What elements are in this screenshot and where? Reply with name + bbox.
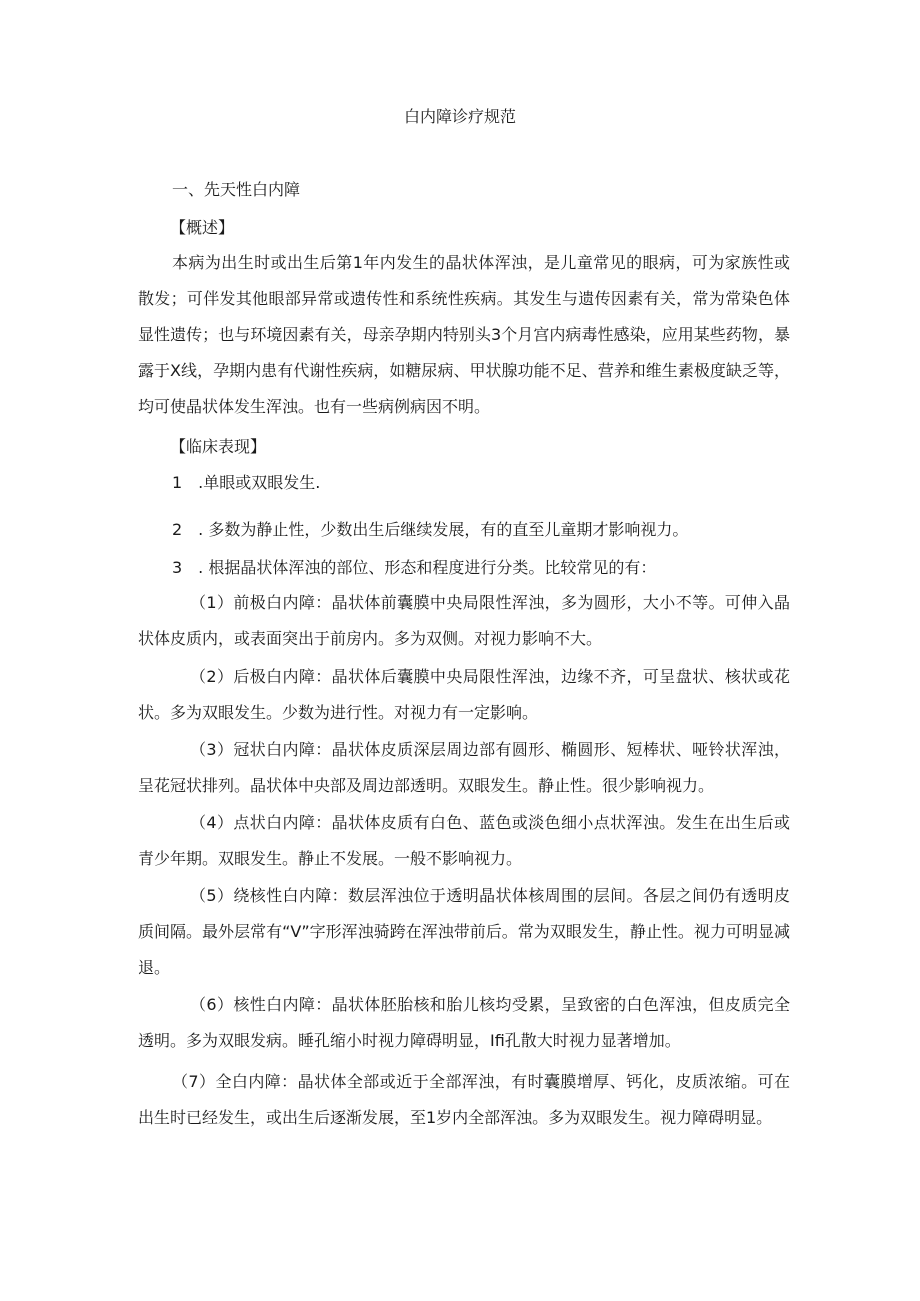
- subtype-coronary: （3）冠状白内障：晶状体皮质深层周边部有圆形、椭圆形、短棒状、哑铃状浑浊，呈花冠状排列。晶状体中央部及周边部透明。双眼发生。静止性。很少影响视力。: [138, 740, 790, 795]
- list-item-1: 1 .单眼或双眼发生.: [172, 473, 321, 492]
- subtype-posterior-polar: （2）后极白内障：晶状体后囊膜中央局限性浑浊，边缘不齐，可呈盘状、核状或花状。多为双眼发生。少数为进行性。对视力有一定影响。: [138, 667, 790, 722]
- overview-heading: 【概述】: [170, 218, 235, 237]
- subtype-total: （7）全白内障：晶状体全部或近于全部浑浊，有时囊膜增厚、钙化，皮质浓缩。可在出生时已经发生，或出生后逐渐发展，至1岁内全部浑浊。多为双眼发生。视力障碍明显。: [138, 1072, 790, 1127]
- section-heading: 一、先天性白内障: [172, 180, 301, 199]
- subtype-anterior-polar: （1）前极白内障：晶状体前囊膜中央局限性浑浊，多为圆形，大小不等。可伸入晶状体皮质内，或表面突出于前房内。多为双侧。对视力影响不大。: [138, 593, 790, 648]
- subtype-punctate: （4）点状白内障：晶状体皮质有白色、蓝色或淡色细小点状浑浊。发生在出生后或青少年期。双眼发生。静止不发展。一般不影响视力。: [138, 813, 790, 868]
- list-item-2: 2 . 多数为静止性，少数出生后继续发展，有的直至儿童期才影响视力。: [172, 520, 689, 539]
- list-item-3: 3 . 根据晶状体浑浊的部位、形态和程度进行分类。比较常见的有：: [172, 558, 657, 577]
- subtype-nuclear: （6）核性白内障：晶状体胚胎核和胎儿核均受累，呈致密的白色浑浊，但皮质完全透明。多为双眼发病。睡孔缩小时视力障碍明显，Ifi孔散大时视力显著增加。: [138, 995, 790, 1050]
- overview-paragraph: 本病为出生时或出生后第1年内发生的晶状体浑浊，是儿童常见的眼病，可为家族性或散发；可伴发其他眼部异常或遗传性和系统性疾病。其发生与遗传因素有关，常为常染色体显性遗传；也与环境因素有关，母亲孕期内特别头3个月宫内病毒性感染，应用某些药物，暴露于X线，孕期内患有代谢性疾病，如糖尿病、甲状腺功能不足、营养和维生素极度缺乏等，均可使晶状体发生浑浊。也有一些病例病因不明。: [138, 253, 790, 416]
- document-title: 白内障诊疗规范: [403, 107, 516, 126]
- clinical-heading: 【临床表现】: [170, 437, 267, 456]
- subtype-zonular: （5）绕核性白内障：数层浑浊位于透明晶状体核周围的层间。各层之间仍有透明皮质间隔。最外层常有“V”字形浑浊骑跨在浑浊带前后。常为双眼发生，静止性。视力可明显减退。: [138, 886, 790, 977]
